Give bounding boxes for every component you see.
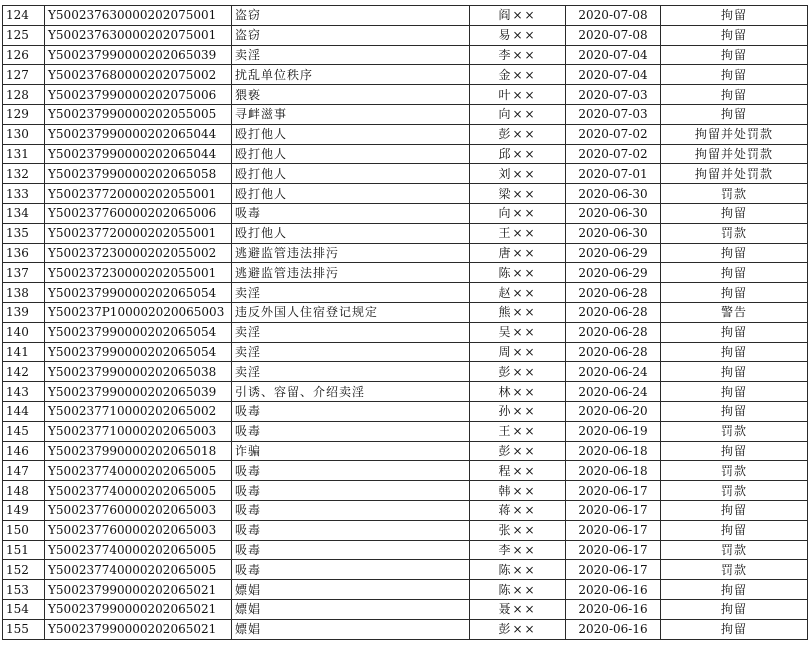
- penalty-date: 2020-06-19: [566, 421, 661, 441]
- penalty-type: 拘留: [661, 263, 808, 283]
- penalty-date: 2020-06-28: [566, 342, 661, 362]
- violation-reason: 卖淫: [232, 283, 470, 303]
- case-number: Y500237680000202075002: [45, 65, 232, 85]
- row-number: 145: [3, 421, 45, 441]
- violation-reason: 猥亵: [232, 85, 470, 105]
- row-number: 152: [3, 560, 45, 580]
- table-row: [3, 243, 808, 263]
- case-number: Y500237990000202055005: [45, 104, 232, 124]
- case-number: Y500237710000202065002: [45, 401, 232, 421]
- case-number: Y500237990000202065054: [45, 322, 232, 342]
- person-name: 周××: [470, 342, 566, 362]
- person-name: 梁××: [470, 184, 566, 204]
- penalty-type: 罚款: [661, 421, 808, 441]
- case-number: Y500237740000202065005: [45, 560, 232, 580]
- row-number: 135: [3, 223, 45, 243]
- violation-reason: 殴打他人: [232, 164, 470, 184]
- case-number: Y500237P100002020065003: [45, 302, 232, 322]
- row-number: 147: [3, 461, 45, 481]
- person-name: 孙××: [470, 401, 566, 421]
- person-name: 金××: [470, 65, 566, 85]
- penalty-type: 拘留: [661, 401, 808, 421]
- person-name: 程××: [470, 461, 566, 481]
- table-row: [3, 164, 808, 184]
- penalty-type: 拘留: [661, 85, 808, 105]
- case-number: Y500237720000202055001: [45, 223, 232, 243]
- table-row: [3, 184, 808, 204]
- case-number: Y500237760000202065003: [45, 520, 232, 540]
- row-number: 127: [3, 65, 45, 85]
- table-row: [3, 401, 808, 421]
- penalty-type: 拘留: [661, 322, 808, 342]
- person-name: 易××: [470, 25, 566, 45]
- person-name: 邱××: [470, 144, 566, 164]
- person-name: 王××: [470, 421, 566, 441]
- penalty-date: 2020-06-29: [566, 263, 661, 283]
- person-name: 向××: [470, 104, 566, 124]
- case-number: Y500237760000202065003: [45, 500, 232, 520]
- person-name: 陈××: [470, 580, 566, 600]
- penalty-type: 拘留: [661, 342, 808, 362]
- table-row: [3, 481, 808, 501]
- penalty-date: 2020-06-17: [566, 520, 661, 540]
- case-number: Y500237990000202065018: [45, 441, 232, 461]
- table-row: [3, 520, 808, 540]
- violation-reason: 殴打他人: [232, 223, 470, 243]
- case-number: Y500237990000202065044: [45, 144, 232, 164]
- case-number: Y500237990000202065021: [45, 619, 232, 639]
- row-number: 154: [3, 599, 45, 619]
- row-number: 140: [3, 322, 45, 342]
- table-row: [3, 322, 808, 342]
- penalty-date: 2020-06-17: [566, 560, 661, 580]
- person-name: 叶××: [470, 85, 566, 105]
- table-row: [3, 560, 808, 580]
- penalty-date: 2020-06-24: [566, 362, 661, 382]
- penalty-type: 拘留: [661, 382, 808, 402]
- case-number: Y500237990000202065044: [45, 124, 232, 144]
- person-name: 阎××: [470, 6, 566, 26]
- violation-reason: 吸毒: [232, 540, 470, 560]
- person-name: 韩××: [470, 481, 566, 501]
- penalty-date: 2020-07-03: [566, 85, 661, 105]
- case-number: Y500237990000202075006: [45, 85, 232, 105]
- row-number: 128: [3, 85, 45, 105]
- person-name: 林××: [470, 382, 566, 402]
- row-number: 137: [3, 263, 45, 283]
- person-name: 彭××: [470, 619, 566, 639]
- penalty-type: 拘留: [661, 283, 808, 303]
- case-number: Y500237990000202065054: [45, 283, 232, 303]
- penalty-type: 拘留: [661, 243, 808, 263]
- penalty-type: 拘留并处罚款: [661, 164, 808, 184]
- person-name: 刘××: [470, 164, 566, 184]
- row-number: 125: [3, 25, 45, 45]
- penalty-type: 拘留: [661, 619, 808, 639]
- penalty-type: 警告: [661, 302, 808, 322]
- table-row: [3, 500, 808, 520]
- row-number: 124: [3, 6, 45, 26]
- penalty-type: 拘留并处罚款: [661, 144, 808, 164]
- violation-reason: 寻衅滋事: [232, 104, 470, 124]
- violation-reason: 引诱、容留、介绍卖淫: [232, 382, 470, 402]
- penalty-type: 罚款: [661, 560, 808, 580]
- case-number: Y500237630000202075001: [45, 25, 232, 45]
- penalty-type: 拘留: [661, 65, 808, 85]
- violation-reason: 殴打他人: [232, 144, 470, 164]
- penalty-type: 罚款: [661, 184, 808, 204]
- table-row: [3, 342, 808, 362]
- violation-reason: 逃避监管违法排污: [232, 243, 470, 263]
- table-row: [3, 144, 808, 164]
- person-name: 王××: [470, 223, 566, 243]
- table-row: [3, 283, 808, 303]
- penalty-type: 拘留: [661, 104, 808, 124]
- penalty-date: 2020-06-18: [566, 461, 661, 481]
- penalty-date: 2020-06-28: [566, 322, 661, 342]
- penalty-type: 拘留: [661, 500, 808, 520]
- penalty-type: 罚款: [661, 540, 808, 560]
- person-name: 蒋××: [470, 500, 566, 520]
- row-number: 142: [3, 362, 45, 382]
- table-row: [3, 461, 808, 481]
- person-name: 向××: [470, 203, 566, 223]
- violation-reason: 吸毒: [232, 500, 470, 520]
- person-name: 张××: [470, 520, 566, 540]
- table-row: [3, 223, 808, 243]
- penalty-date: 2020-06-20: [566, 401, 661, 421]
- violation-reason: 违反外国人住宿登记规定: [232, 302, 470, 322]
- penalty-date: 2020-06-28: [566, 283, 661, 303]
- violation-reason: 吸毒: [232, 560, 470, 580]
- penalty-date: 2020-06-30: [566, 203, 661, 223]
- penalty-date: 2020-07-04: [566, 45, 661, 65]
- person-name: 陈××: [470, 263, 566, 283]
- table-row: [3, 599, 808, 619]
- row-number: 130: [3, 124, 45, 144]
- penalty-date: 2020-06-28: [566, 302, 661, 322]
- case-number: Y500237740000202065005: [45, 540, 232, 560]
- row-number: 131: [3, 144, 45, 164]
- penalty-date: 2020-07-08: [566, 6, 661, 26]
- table-row: [3, 580, 808, 600]
- penalty-date: 2020-06-16: [566, 580, 661, 600]
- case-number: Y500237990000202065054: [45, 342, 232, 362]
- table-row: [3, 362, 808, 382]
- penalty-date: 2020-06-29: [566, 243, 661, 263]
- case-number: Y500237630000202075001: [45, 6, 232, 26]
- row-number: 149: [3, 500, 45, 520]
- violation-reason: 卖淫: [232, 342, 470, 362]
- violation-reason: 盗窃: [232, 25, 470, 45]
- table-row: [3, 421, 808, 441]
- penalty-date: 2020-07-08: [566, 25, 661, 45]
- penalty-type: 罚款: [661, 481, 808, 501]
- penalty-type: 拘留: [661, 25, 808, 45]
- row-number: 134: [3, 203, 45, 223]
- penalty-type: 拘留: [661, 45, 808, 65]
- row-number: 151: [3, 540, 45, 560]
- penalty-type: 拘留: [661, 362, 808, 382]
- person-name: 唐××: [470, 243, 566, 263]
- table-row: [3, 382, 808, 402]
- violation-reason: 诈骗: [232, 441, 470, 461]
- violation-reason: 嫖娼: [232, 580, 470, 600]
- case-number: Y500237990000202065039: [45, 382, 232, 402]
- violation-reason: 吸毒: [232, 461, 470, 481]
- penalty-type: 罚款: [661, 461, 808, 481]
- case-number: Y500237990000202065058: [45, 164, 232, 184]
- person-name: 彭××: [470, 362, 566, 382]
- person-name: 熊××: [470, 302, 566, 322]
- table-row: [3, 203, 808, 223]
- penalty-date: 2020-07-02: [566, 124, 661, 144]
- row-number: 133: [3, 184, 45, 204]
- row-number: 150: [3, 520, 45, 540]
- violation-reason: 殴打他人: [232, 184, 470, 204]
- person-name: 李××: [470, 540, 566, 560]
- case-number: Y500237740000202065005: [45, 481, 232, 501]
- penalty-date: 2020-06-17: [566, 481, 661, 501]
- violation-reason: 吸毒: [232, 203, 470, 223]
- table-row: [3, 45, 808, 65]
- penalty-type: 拘留: [661, 6, 808, 26]
- table-row: [3, 65, 808, 85]
- violation-reason: 嫖娼: [232, 619, 470, 639]
- table-body: [3, 6, 808, 640]
- table-row: [3, 441, 808, 461]
- table-row: [3, 25, 808, 45]
- case-number: Y500237710000202065003: [45, 421, 232, 441]
- penalty-type: 拘留: [661, 599, 808, 619]
- case-number: Y500237990000202065039: [45, 45, 232, 65]
- row-number: 155: [3, 619, 45, 639]
- penalty-date: 2020-06-16: [566, 619, 661, 639]
- person-name: 彭××: [470, 124, 566, 144]
- row-number: 132: [3, 164, 45, 184]
- penalty-date: 2020-06-16: [566, 599, 661, 619]
- person-name: 聂××: [470, 599, 566, 619]
- person-name: 彭××: [470, 441, 566, 461]
- penalty-date: 2020-06-17: [566, 540, 661, 560]
- person-name: 赵××: [470, 283, 566, 303]
- row-number: 126: [3, 45, 45, 65]
- penalty-table: [2, 5, 808, 640]
- penalty-type: 拘留: [661, 580, 808, 600]
- table-row: [3, 619, 808, 639]
- penalty-date: 2020-07-04: [566, 65, 661, 85]
- row-number: 129: [3, 104, 45, 124]
- violation-reason: 卖淫: [232, 322, 470, 342]
- violation-reason: 扰乱单位秩序: [232, 65, 470, 85]
- row-number: 153: [3, 580, 45, 600]
- table-row: [3, 85, 808, 105]
- row-number: 136: [3, 243, 45, 263]
- violation-reason: 吸毒: [232, 520, 470, 540]
- penalty-type: 拘留并处罚款: [661, 124, 808, 144]
- penalty-type: 拘留: [661, 520, 808, 540]
- row-number: 144: [3, 401, 45, 421]
- row-number: 139: [3, 302, 45, 322]
- case-number: Y500237720000202055001: [45, 184, 232, 204]
- violation-reason: 吸毒: [232, 421, 470, 441]
- violation-reason: 逃避监管违法排污: [232, 263, 470, 283]
- penalty-date: 2020-06-18: [566, 441, 661, 461]
- case-number: Y500237230000202055002: [45, 243, 232, 263]
- violation-reason: 卖淫: [232, 362, 470, 382]
- table-row: [3, 124, 808, 144]
- penalty-date: 2020-07-02: [566, 144, 661, 164]
- person-name: 李××: [470, 45, 566, 65]
- penalty-type: 罚款: [661, 223, 808, 243]
- case-number: Y500237990000202065038: [45, 362, 232, 382]
- penalty-date: 2020-07-03: [566, 104, 661, 124]
- violation-reason: 吸毒: [232, 401, 470, 421]
- table-row: [3, 540, 808, 560]
- penalty-date: 2020-07-01: [566, 164, 661, 184]
- row-number: 141: [3, 342, 45, 362]
- case-number: Y500237760000202065006: [45, 203, 232, 223]
- row-number: 143: [3, 382, 45, 402]
- penalty-type: 拘留: [661, 203, 808, 223]
- violation-reason: 盗窃: [232, 6, 470, 26]
- table-row: [3, 104, 808, 124]
- violation-reason: 殴打他人: [232, 124, 470, 144]
- table-row: [3, 6, 808, 26]
- table-row: [3, 302, 808, 322]
- penalty-date: 2020-06-30: [566, 223, 661, 243]
- case-number: Y500237230000202055001: [45, 263, 232, 283]
- penalty-date: 2020-06-30: [566, 184, 661, 204]
- row-number: 148: [3, 481, 45, 501]
- case-number: Y500237990000202065021: [45, 599, 232, 619]
- penalty-date: 2020-06-17: [566, 500, 661, 520]
- violation-reason: 吸毒: [232, 481, 470, 501]
- row-number: 138: [3, 283, 45, 303]
- person-name: 吴××: [470, 322, 566, 342]
- table-row: [3, 263, 808, 283]
- person-name: 陈××: [470, 560, 566, 580]
- case-number: Y500237990000202065021: [45, 580, 232, 600]
- penalty-date: 2020-06-24: [566, 382, 661, 402]
- row-number: 146: [3, 441, 45, 461]
- violation-reason: 卖淫: [232, 45, 470, 65]
- violation-reason: 嫖娼: [232, 599, 470, 619]
- penalty-type: 拘留: [661, 441, 808, 461]
- case-number: Y500237740000202065005: [45, 461, 232, 481]
